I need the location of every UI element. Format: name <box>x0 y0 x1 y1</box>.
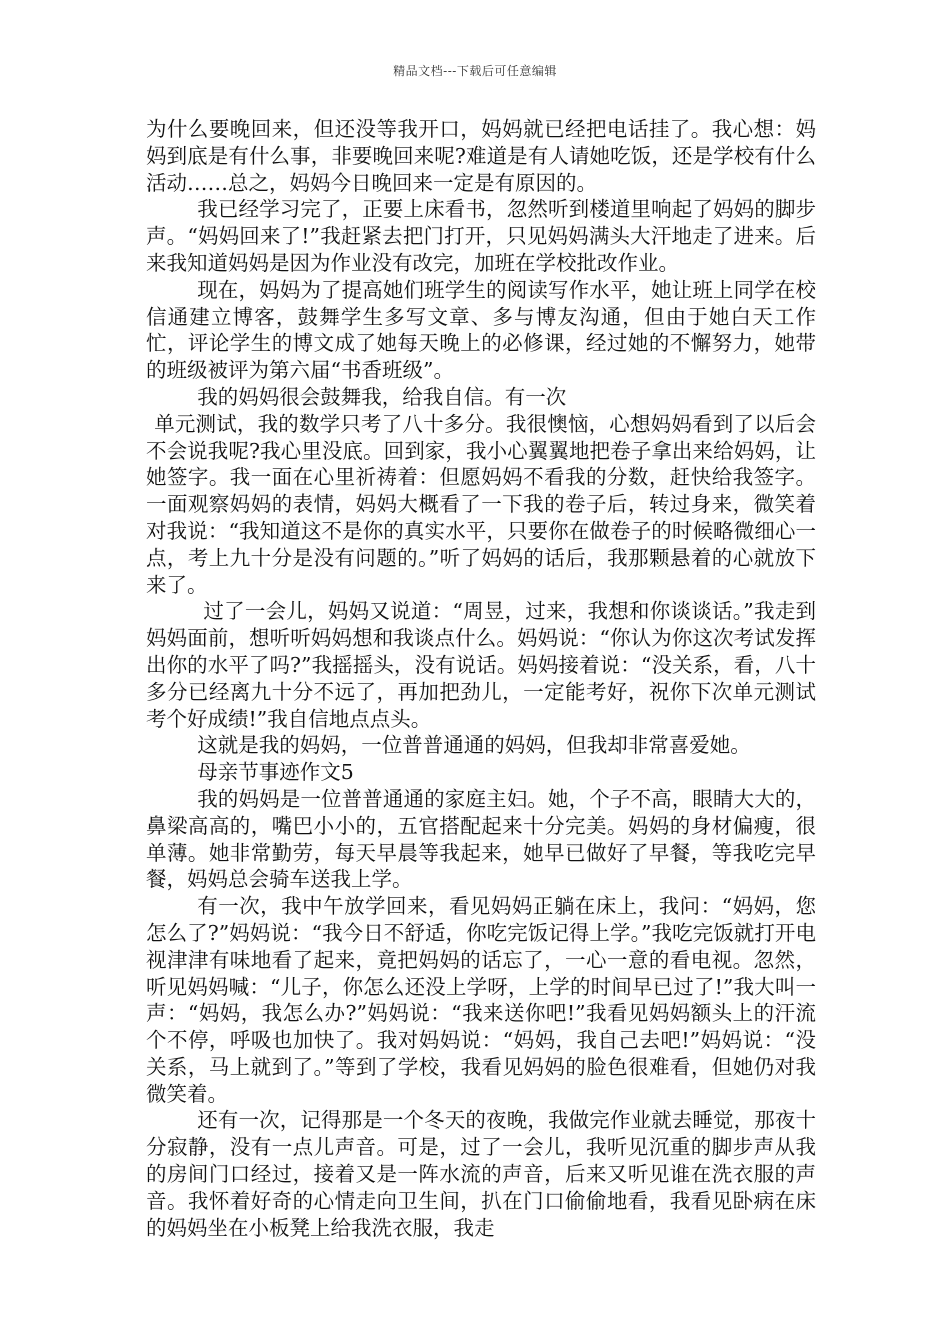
paragraph-2: 我已经学习完了，正要上床看书，忽然听到楼道里响起了妈妈的脚步声。“妈妈回来了!”我赶紧去把门打开，只见妈妈满头大汗地走了进来。后来我知道妈妈是因为作业没有改完，加班在学校批改作业。 <box>146 197 816 275</box>
paragraph-5: 单元测试，我的数学只考了八十多分。我很懊恼，心想妈妈看到了以后会不会说我呢?我心里没底。回到家，我小心翼翼地把卷子拿出来给妈妈，让她签字。我一面在心里祈祷着：但愿妈妈不看我的分数，赶快给我签字。一面观察妈妈的表情，妈妈大概看了一下我的卷子后，转过身来，微笑着对我说：“我知道这不是你的真实水平，只要你在做卷子的时候略微细心一点，考上九十分是没有问题的。”听了妈妈的话后，我那颗悬着的心就放下来了。 <box>146 411 816 597</box>
section-heading: 母亲节事迹作文5 <box>197 760 354 785</box>
document-body <box>146 116 816 1241</box>
paragraph-1: 为什么要晚回来，但还没等我开口，妈妈就已经把电话挂了。我心想：妈妈到底是有什么事，非要晚回来呢?难道是有人请她吃饭，还是学校有什么活动……总之，妈妈今日晚回来一定是有原因的。 <box>146 117 816 195</box>
page-header: 精品文档---下载后可任意编辑 <box>393 64 557 78</box>
paragraph-7: 这就是我的妈妈，一位普普通通的妈妈，但我却非常喜爱她。 <box>197 733 751 758</box>
paragraph-8: 我的妈妈是一位普普通通的家庭主妇。她，个子不高，眼睛大大的，鼻梁高高的，嘴巴小小的，五官搭配起来十分完美。妈妈的身材偏瘦，很单薄。她非常勤劳，每天早晨等我起来，她早已做好了早餐，等我吃完早餐，妈妈总会骑车送我上学。 <box>146 786 816 892</box>
paragraph-9: 有一次，我中午放学回来，看见妈妈正躺在床上，我问：“妈妈，您怎么了?”妈妈说：“我今日不舒适，你吃完饭记得上学。”我吃完饭就打开电视津津有味地看了起来，竟把妈妈的话忘了，一心一意的看电视。忽然，听见妈妈喊：“儿子，你怎么还没上学呀，上学的时间早已过了!”我大叫一声：“妈妈，我怎么办?”妈妈说：“我来送你吧!”我看见妈妈额头上的汗流个不停，呼吸也加快了。我对妈妈说：“妈妈，我自己去吧!”妈妈说：“没关系，马上就到了。”等到了学校，我看见妈妈的脸色很难看，但她仍对我微笑着。 <box>146 894 816 1106</box>
paragraph-6: 过了一会儿，妈妈又说道：“周昱，过来，我想和你谈谈话。”我走到妈妈面前，想听听妈妈想和我谈点什么。妈妈说：“你认为你这次考试发挥出你的水平了吗?”我摇摇头，没有说话。妈妈接着说：“没关系，看，八十多分已经离九十分不远了，再加把劲儿，一定能考好，祝你下次单元测试考个好成绩!”我自信地点点头。 <box>146 599 816 731</box>
paragraph-4: 我的妈妈很会鼓舞我，给我自信。有一次 <box>197 384 567 409</box>
paragraph-3: 现在，妈妈为了提高她们班学生的阅读写作水平，她让班上同学在校信通建立博客，鼓舞学生多写文章、多与博友沟通，但由于她白天工作忙，评论学生的博文成了她每天晚上的必修课，经过她的不懈努力，她带的班级被评为第六届“书香班级”。 <box>146 277 816 383</box>
paragraph-10: 还有一次，记得那是一个冬天的夜晚，我做完作业就去睡觉，那夜十分寂静，没有一点儿声音。可是，过了一会儿，我听见沉重的脚步声从我的房间门口经过，接着又是一阵水流的声音，后来又听见谁在洗衣服的声音。我怀着好奇的心情走向卫生间，扒在门口偷偷地看，我看见卧病在床的妈妈坐在小板凳上给我洗衣服，我走 <box>146 1108 816 1240</box>
